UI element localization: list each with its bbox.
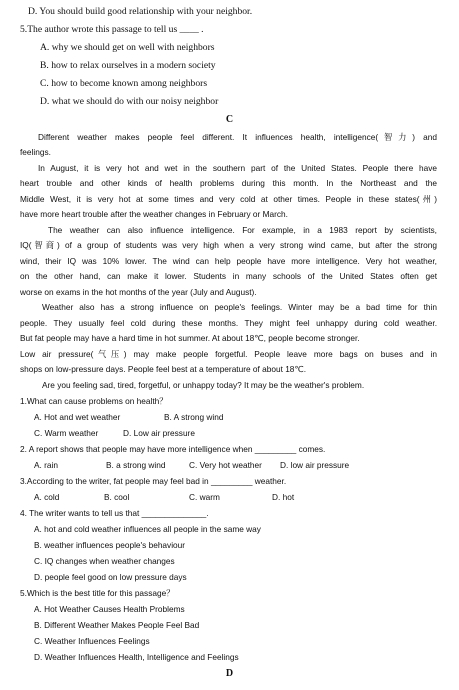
prev-q5-option-a: A. why we should get on well with neighbors	[40, 42, 215, 53]
question-3-stem: 3.According to the writer, fat people may feel bad in _________ weather.	[20, 476, 287, 486]
passage-line: people. They usually feel cold during these months. They might feel unhappy during cold weather.	[20, 318, 437, 328]
prev-q5-option-b: B. how to relax ourselves in a modern society	[40, 60, 216, 71]
question-5-option-c: C. Weather Influences Feelings	[34, 636, 150, 646]
prev-q5-option-c: C. how to become known among neighbors	[40, 78, 208, 89]
passage-line: But fat people may have a hard time in hot summer. At about 18℃, people become stronger.	[20, 333, 360, 343]
passage-line: wind, their IQ was 10% lower. The wind can help people have more intelligence. Very hot weather,	[20, 256, 437, 266]
passage-line: IQ(智商) of a group of students was very high when a very strong wind came, but after the strong	[20, 240, 437, 250]
passage-line: Are you feeling sad, tired, forgetful, or unhappy today? It may be the weather's problem.	[42, 380, 365, 390]
question-5-option-d: D. Weather Influences Health, Intelligence and Feelings	[34, 652, 239, 662]
prev-q5-option-d: D. what we should do with our noisy neighbor	[40, 96, 219, 107]
passage-line: worse on exams in the hot months of the year (July and August).	[20, 287, 257, 297]
question-1-option-d: D. Low air pressure	[123, 428, 195, 438]
question-5-stem: 5.Which is the best title for this passage？	[20, 588, 175, 598]
question-1-stem: 1.What can cause problems on health？	[20, 396, 168, 406]
prev-question-5-stem: 5.The author wrote this passage to tell us ____ .	[20, 24, 204, 35]
question-4-option-b: B. weather influences people's behaviour	[34, 540, 186, 550]
question-3-option-a: A. cold	[34, 492, 60, 502]
question-2-option-a: A. rain	[34, 460, 58, 470]
question-5-option-a: A. Hot Weather Causes Health Problems	[34, 604, 185, 614]
question-2-option-c: C. Very hot weather	[189, 460, 262, 470]
question-4-option-d: D. people feel good on low pressure days	[34, 572, 187, 582]
section-c-heading: C	[225, 114, 234, 125]
section-d-heading: D	[225, 668, 234, 679]
question-5-option-b: B. Different Weather Makes People Feel Bad	[34, 620, 200, 630]
question-2-stem: 2. A report shows that people may have more intelligence when _________ comes.	[20, 444, 326, 454]
passage-line: feelings.	[20, 147, 51, 157]
question-3-option-b: B. cool	[104, 492, 130, 502]
passage-line: heart trouble and other kinds of health problems during this month. In the Northeast and the	[20, 178, 437, 188]
question-2-option-b: B. a strong wind	[106, 460, 166, 470]
passage-line: on the other hand, can make it lower. Students in many schools of the United States often get	[20, 271, 437, 281]
passage-line: In August, it is very hot and wet in the southern part of the United States. People there have	[38, 163, 437, 173]
passage-line: shops on low-pressure days. People feel best at a temperature of about 18℃.	[20, 364, 307, 374]
question-4-stem: 4. The writer wants to tell us that ______________.	[20, 508, 209, 518]
question-4-option-c: C. IQ changes when weather changes	[34, 556, 175, 566]
question-3-option-c: C. warm	[189, 492, 220, 502]
passage-line: Weather also has a strong influence on people's feelings. Winter may be a bad time for thin	[42, 302, 437, 312]
question-1-option-b: B. A strong wind	[164, 412, 224, 422]
passage-line: Middle West, it is very hot at some times and very cold at other times. People in these states(州)	[20, 194, 437, 204]
prev-question-option-d: D. You should build good relationship with your neighbor.	[28, 6, 253, 17]
question-4-option-a: A. hot and cold weather influences all people in the same way	[34, 524, 261, 534]
question-3-option-d: D. hot	[272, 492, 295, 502]
question-1-option-c: C. Warm weather	[34, 428, 99, 438]
passage-line: have more heart trouble after the weather changes in February or March.	[20, 209, 288, 219]
passage-line: The weather can also influence intelligence. For example, in a 1983 report by scientists,	[48, 225, 437, 235]
question-2-option-d: D. low air pressure	[280, 460, 350, 470]
passage-line: Low air pressure(气压) may make people forgetful. People leave more bags on buses and in	[20, 349, 437, 359]
question-1-option-a: A. Hot and wet weather	[34, 412, 121, 422]
passage-line: Different weather makes people feel different. It influences health, intelligence(智力) and	[38, 132, 437, 142]
